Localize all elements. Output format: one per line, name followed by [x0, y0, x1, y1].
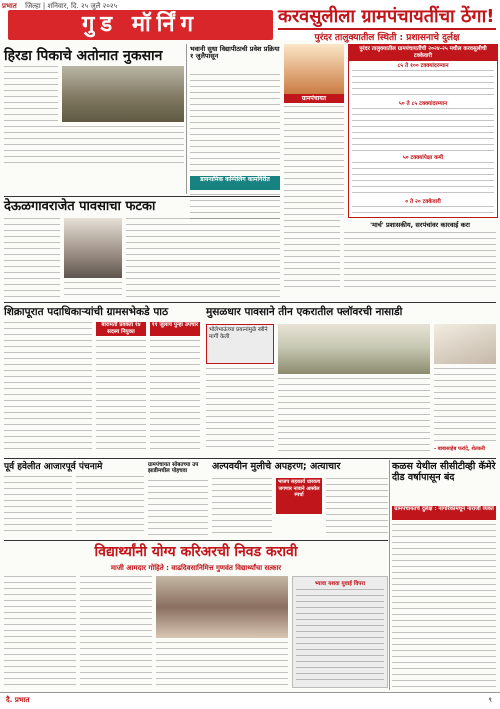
lead-text-lower [284, 220, 340, 288]
hirda-text-lower [4, 126, 184, 164]
band4-label: ० ते २० टक्केवारी [405, 199, 441, 205]
students-side-panel [292, 576, 388, 688]
flower-side-box: भोलेभाऊंच्या प्रयत्नांमुळे स्त्रीने मार्गी केली [206, 324, 274, 364]
shikrapur-box1: बारामती प्रवक्ता १४ सदस्य नियुक्त [96, 322, 146, 336]
divider [4, 302, 496, 303]
side-panel-text [296, 589, 384, 685]
atyachar-text1 [212, 478, 272, 536]
lead-text [284, 106, 344, 216]
vidyapeeth-heading: भवानी सुधा विद्यापीठाची प्रवेश प्रक्रिया १ जुलैपासून [190, 45, 280, 61]
students-text3 [156, 642, 288, 688]
deulgaon-headline: देऊळगावराजेत पावसाचा फटका [4, 199, 156, 214]
deulgaon-text2 [126, 218, 280, 298]
divider [278, 28, 496, 30]
students-photo [156, 576, 288, 638]
divider [4, 196, 280, 197]
deulgaon-caption [64, 282, 122, 298]
shikrapur-text2 [96, 340, 146, 454]
table-rows-1 [352, 70, 494, 98]
atyachar-headline: अल्पवयीन मुलीचे अपहरण; अत्याचार [212, 461, 341, 472]
band3-label: ५० टक्क्यांपेक्षा कमी [402, 155, 444, 161]
band2-label: ५० ते ८५ टक्क्यांदरम्यान [398, 101, 448, 107]
deulgaon-text1 [4, 218, 60, 298]
flower-text1 [206, 368, 274, 452]
side-panel-title: भ्यावा यशवा युवाई विपरा [314, 581, 366, 587]
quote-credit: - बाबासाहेब फरांदे, शेतकरी [434, 446, 485, 452]
table-rows-3 [352, 162, 494, 196]
tag-box: डायनामिक कम्पिलिंग कामगिरीत [190, 176, 280, 190]
column-rule [186, 44, 187, 194]
flower-photo [278, 324, 430, 374]
footer [0, 692, 500, 709]
students-subhead: माजी आमदार गोहिते : वाढदिवसानिमित्त गुणवंत विद्यार्थ्यांचा सत्कार [110, 564, 282, 572]
farmer-portrait [434, 324, 496, 364]
prasuti-headline: पूर्व हवेलीत आजारपूर्व पंचनामे [4, 462, 103, 472]
section-title: गुड मॉर्निंग [8, 10, 273, 40]
table-rows-2 [352, 108, 494, 152]
shikrapur-text3 [150, 340, 200, 454]
table-title: पुरंदर तालुक्यातील ग्रामपंचायतींची २०२४-२५ मधील करवसुलीची टक्केवारी [349, 45, 497, 61]
hirda-text-col1 [4, 66, 58, 122]
atyachar-text2 [326, 478, 388, 536]
edition-date: जिल्हा | शनिवार, दि. २५ जुलै २०२५ [25, 2, 118, 10]
students-headline: विद्यार्थ्यांनी योग्य करिअरची निवड करावी [94, 544, 298, 560]
flower-headline: मुसळधार पावसाने तीन एकरातील फ्लॉवरची नासाडी [206, 306, 403, 318]
table-subtitle: ८५ ते १०० टक्क्यांदरम्यान [397, 63, 449, 69]
divider [4, 458, 496, 459]
box-text [344, 232, 496, 288]
hirda-photo [62, 66, 184, 122]
flower-text2 [278, 378, 430, 452]
page-number: ९ [488, 696, 492, 704]
shikrapur-text1 [4, 322, 92, 454]
collection-table [348, 44, 498, 218]
hirda-headline: हिरडा पिकाचे अतोनात नुकसान [4, 48, 163, 64]
students-text1 [4, 576, 76, 688]
shikrapur-headline: शिक्रापूरात पदाधिकाऱ्यांची ग्रामसभेकडे पाठ [4, 306, 169, 318]
box-headline: 'मार्च' प्रशासकीय, सरपंचांवर कारवाई करा [370, 221, 470, 229]
prasuti-text2 [76, 476, 144, 536]
prasuti-mid-headline: ग्रामपंचायत सोबतच्या उप झाडीमधील पोहचवा [148, 462, 199, 475]
divider [4, 540, 388, 541]
cctv-side: ग्रामपंचायतचे दुर्लक्ष : नागरिकांमधून नाराजी व्यक्त [392, 506, 496, 520]
atyachar-side-box: भाजप सहकार्य धारकच जगणार नावाने आस्वेल स्पर्धा [276, 478, 322, 514]
brand-logo: प्रभात [2, 2, 17, 10]
lead-headline: करवसुलीला ग्रामपंचायतींचा ठेंगा! [278, 6, 495, 27]
cctv-text [392, 524, 496, 688]
deulgaon-photo [64, 218, 122, 278]
prasuti-text1 [4, 476, 72, 536]
table-rows-4 [352, 206, 494, 216]
footer-brand: दै. प्रभात [6, 696, 30, 704]
lead-subhead: पुरंदर तालुक्यातील स्थिती : प्रशासनाचे दुर्लक्ष [314, 33, 460, 43]
prasuti-text3 [148, 480, 208, 536]
shikrapur-box2: ११ जुलाय पुन्हा उपचार [150, 322, 200, 336]
cctv-headline: कळस येथील सीसीटीव्ही कॅमेरे दीड वर्षापासून बंद [392, 461, 496, 483]
photo-label: ग्रामपंचायत [284, 94, 344, 103]
students-text2 [80, 576, 152, 688]
column-rule [389, 460, 390, 690]
quote-text [434, 368, 496, 444]
